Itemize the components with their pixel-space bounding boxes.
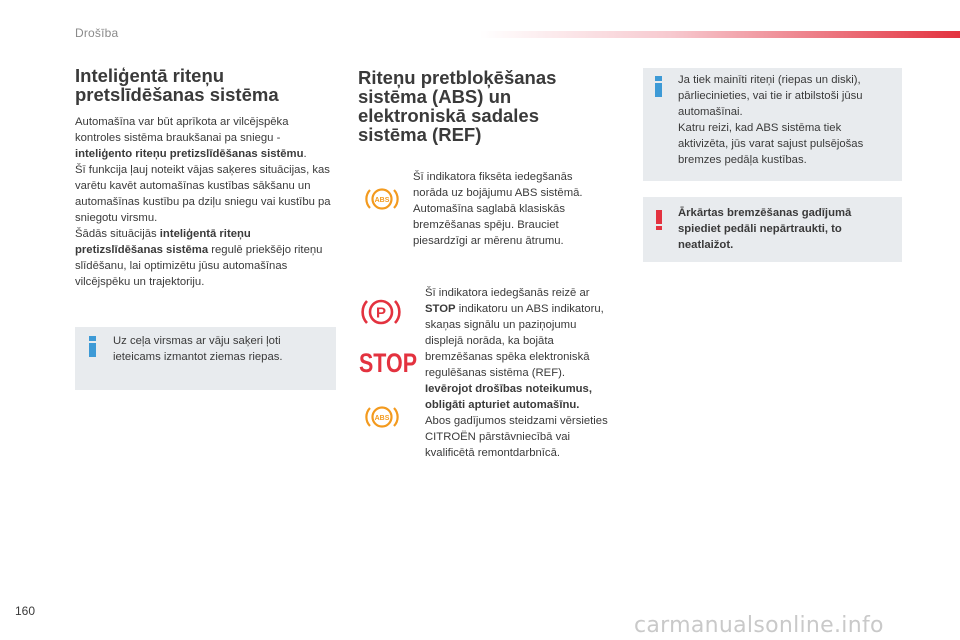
traction-para-3: Šādās situācijās inteliģentā riteņu pretizslīdēšanas sistēma regulē priekšējo riteņu slīdēšanu, lai optimizētu jūsu automašīnas vilcējspēku un trajektoriju. — [75, 228, 323, 288]
warning-icon — [656, 210, 662, 230]
stop-icon-label: STOP — [359, 348, 417, 378]
info-icon — [89, 336, 96, 357]
traction-para-2: Šī funkcija ļauj noteikt vājas saķeres situācijas, kas varētu kavēt automašīnas kustības sākšanu un automašīnas kustību pa dziļu sniegu vai kustību pa sniegotu virsmu. — [75, 164, 331, 224]
column-traction — [75, 66, 337, 290]
emergency-warning-text: Ārkārtas bremzēšanas gadījumā spiediet pedāli nepārtraukti, to neatlaižot. — [678, 207, 852, 251]
wheels-info-text: Ja tiek mainīti riteņi (riepas un diski), pārliecinieties, vai tie ir atbilstoši jūsu automašīnai. Katru reizi, kad ABS sistēma tiek aktivizēta, jūs varat sajust pulsējošas bremzes pedāļa kustības. — [678, 74, 864, 166]
ref-description: Šī indikatora iedegšanās reizē ar STOP indikatoru un ABS indikatoru, skaņas signālu un paziņojumu displejā norāda, ka bojāta bremzēšanas spēka elektroniskā regulēšanas sistēma (REF). — [425, 287, 604, 379]
abs-warning-icon — [364, 185, 400, 213]
emergency-warning-box — [643, 197, 902, 262]
traction-info-text: Uz ceļa virsmas ar vāju saķeri ļoti ieteicams izmantot ziemas riepas. — [113, 335, 283, 363]
traction-title: Inteliģentā riteņu pretslīdēšanas sistēma — [75, 65, 279, 105]
stop-car-instruction: Ievērojot drošības noteikumus, obligāti apturiet automašīnu. — [425, 383, 592, 411]
abs-title: Riteņu pretbloķēšanas sistēma (ABS) un elektroniskā sadales sistēma (REF) — [358, 67, 557, 145]
traction-para-1: Automašīna var būt aprīkota ar vilcējspēka kontroles sistēma braukšanai pa sniegu - inteliģento riteņu pretizslīdēšanas sistēmu. — [75, 116, 307, 160]
contact-dealer-text: Abos gadījumos steidzami vērsieties CITROËN pārstāvniecībā vai kvalificētā remontdarbnīcā. — [425, 415, 608, 459]
watermark: carmanualsonline.info — [634, 613, 884, 638]
traction-info-box — [75, 327, 336, 390]
stop-warning-icon — [358, 347, 418, 377]
section-title: Drošība — [75, 26, 119, 40]
traction-body — [75, 114, 337, 290]
info-icon-2 — [655, 76, 662, 97]
abs-block-1: Šī indikatora fiksēta iedegšanās norāda uz bojājumu ABS sistēmā. Automašīna saglabā klasiskās bremzēšanas spēju. Brauciet piesardzīgi ar mērenu ātrumu. — [413, 171, 583, 247]
header-accent-bar — [480, 31, 960, 38]
abs-warning-icon-2 — [364, 403, 400, 431]
abs-block-2 — [425, 285, 615, 461]
p-icon-label: P — [375, 304, 387, 322]
column-abs — [358, 68, 588, 144]
abs-icon-label-2: ABS — [374, 415, 390, 422]
page-number: 160 — [15, 604, 36, 618]
wheels-info-box — [643, 68, 902, 181]
abs-icon-label: ABS — [374, 197, 390, 204]
parking-brake-icon — [361, 295, 401, 329]
